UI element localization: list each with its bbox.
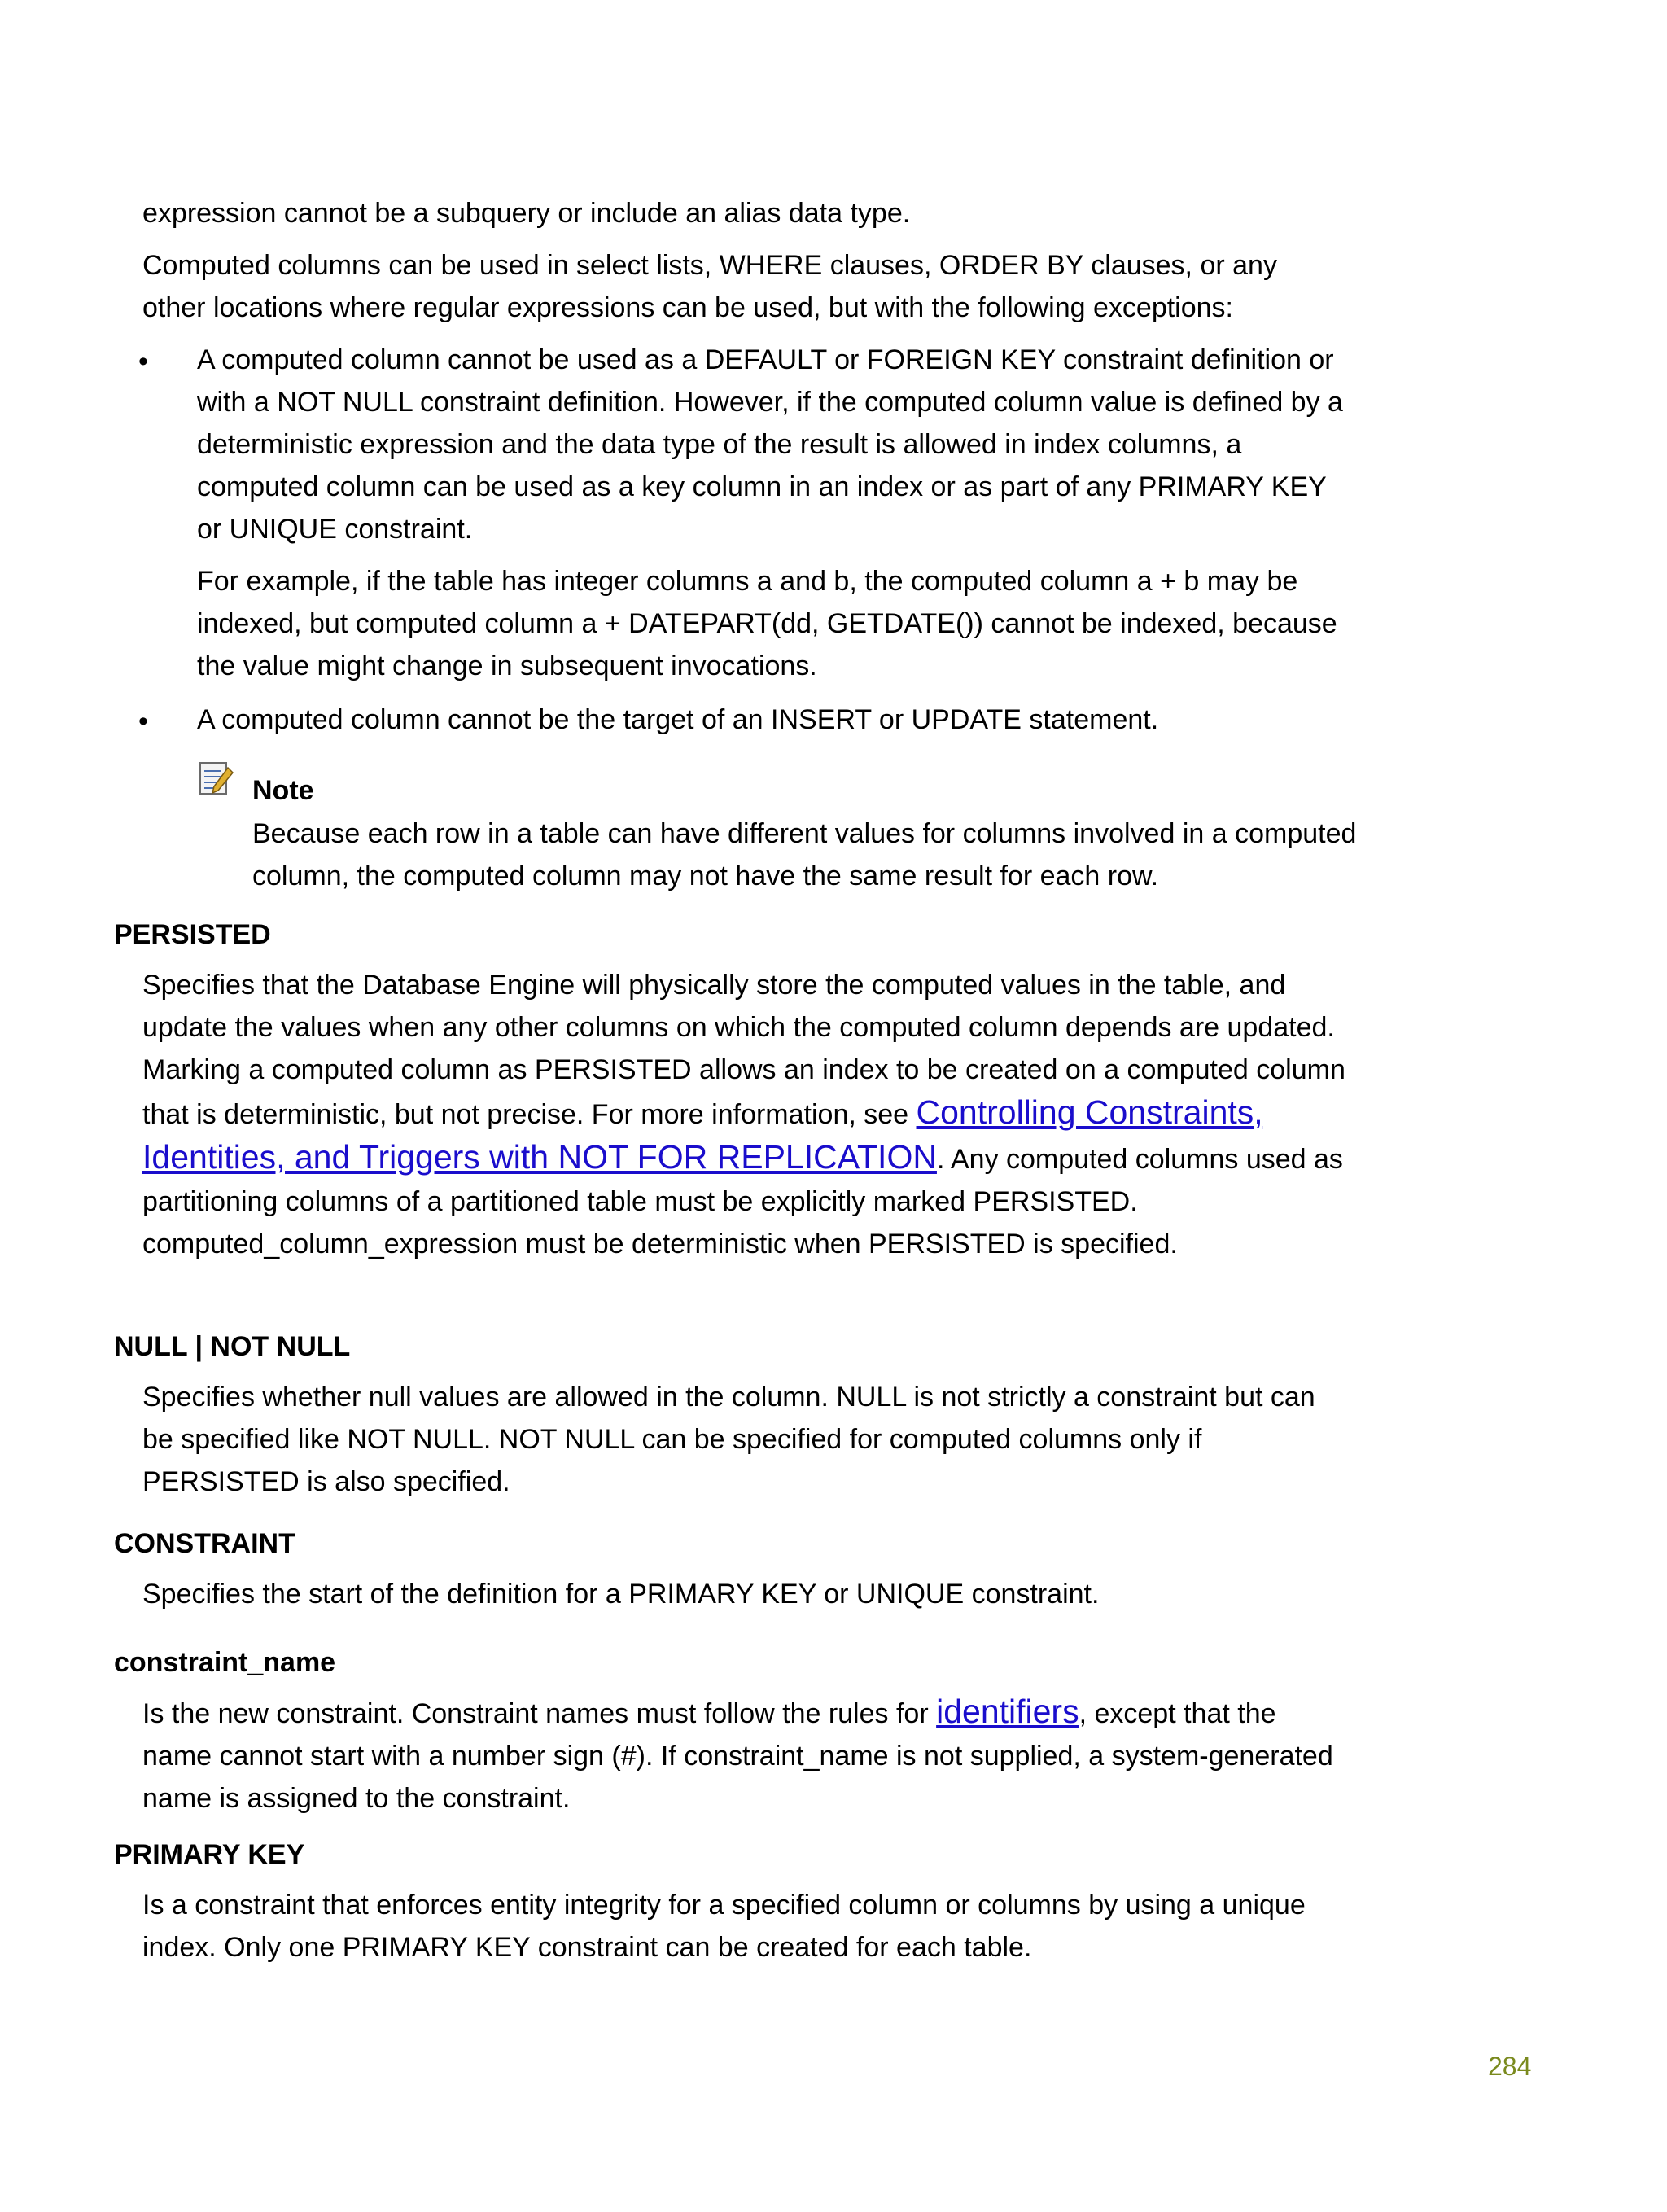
constraint-name-text-continued: , except that the name cannot start with a number sign (#). If constraint_name is not supplied, a system-generated name is assigned to the constraint. [142,1698,1333,1814]
constraint-name-text: Is the new constraint. Constraint names must follow the rules for [142,1698,929,1729]
bullet-subparagraph-1: For example, if the table has integer columns a and b, the computed column a + b may be indexed, but computed column a + DATEPART(dd, GETDATE()) cannot be indexed, because the value might change in subsequent invocations. [197,566,1337,681]
term-constraint-name: constraint_name [114,1647,336,1678]
term-null-not-null: NULL | NOT NULL [114,1331,351,1362]
identifiers-link[interactable]: identifiers [936,1693,1079,1730]
bullet-marker: • [138,346,148,377]
constraint-name-description [142,1690,1347,1820]
note-title: Note [252,775,314,806]
term-constraint: CONSTRAINT [114,1528,295,1559]
bullet-text-2: A computed column cannot be the target of an INSERT or UPDATE statement. [197,704,1159,735]
null-description: Specifies whether null values are allowed in the column. NULL is not strictly a constraint but can be specified like NOT NULL. NOT NULL can be specified for computed columns only if PERSISTED is also specified. [142,1382,1315,1497]
replication-link[interactable]: Controlling Constraints, Identities, and Triggers with NOT FOR REPLICATION [142,1093,1263,1176]
term-primary-key: PRIMARY KEY [114,1839,305,1870]
persisted-text: Specifies that the Database Engine will physically store the computed values in the table, and update the values when any other columns on which the computed column depends are updated. Marking a computed column as PERSISTED allows an index to be created on a computed column that is deterministic, but not precise. For more information, see [142,970,1345,1130]
persisted-text-continued: Any computed columns used as partitioning columns of a partitioned table must be explicitly marked PERSISTED. computed_column_expression must be deterministic when PERSISTED is specified. [142,1144,1343,1259]
primary-key-description: Is a constraint that enforces entity integrity for a specified column or columns by using a unique index. Only one PRIMARY KEY constraint can be created for each table. [142,1890,1306,1963]
note-text: Because each row in a table can have different values for columns involved in a computed column, the computed column may not have the same result for each row. [252,818,1357,891]
bullet-marker: • [138,706,148,737]
term-persisted: PERSISTED [114,919,271,950]
constraint-description: Specifies the start of the definition for a PRIMARY KEY or UNIQUE constraint. [142,1579,1100,1610]
note-icon [195,760,234,799]
intro-line: expression cannot be a subquery or include an alias data type. [142,198,911,229]
page-number: 284 [1488,2052,1532,2081]
bullet-text-1: A computed column cannot be used as a DEFAULT or FOREIGN KEY constraint definition or with a NOT NULL constraint definition. However, if the computed column value is defined by a deterministic expression and the data type of the result is allowed in index columns, a computed column can be used as a key column in an index or as part of any PRIMARY KEY or UNIQUE constraint. [197,344,1343,545]
persisted-description: Specifies that the Database Engine will physically store the computed values in the table, and update the values when any other columns on which the computed column depends are updated. Marking a computed column as PERSISTED allows an index to be created on a computed column that is deterministic, but not precise. For more information, see Controlling Constraints, Identities, and Triggers with NOT FOR REPLICATION. Any computed columns used as partitioning columns of a partitioned table must be explicitly marked PERSISTED. computed_column_expression must be deterministic when PERSISTED is specified. [142,970,1345,1259]
intro-paragraph: Computed columns can be used in select lists, WHERE clauses, ORDER BY clauses, or any other locations where regular expressions can be used, but with the following exceptions: [142,250,1277,323]
